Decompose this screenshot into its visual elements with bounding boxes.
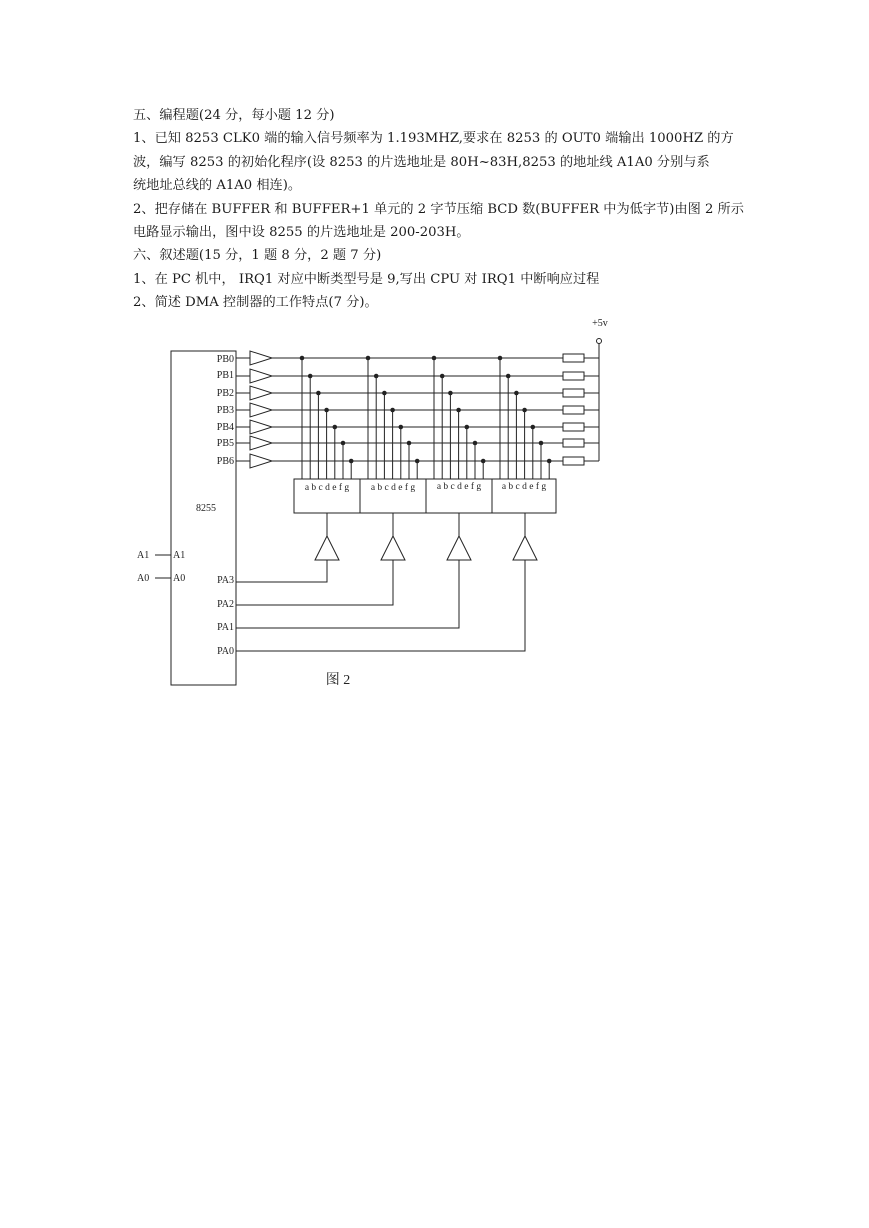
node-d2-s0 (432, 356, 437, 361)
resistor-2 (563, 389, 584, 397)
node-d0-s4 (333, 425, 338, 430)
seg-labels-1: a b c d e f g (304, 483, 350, 493)
section-6-title: 六、叙述题(15 分，1 题 8 分，2 题 7 分) (133, 248, 382, 264)
resistor-1 (563, 372, 584, 380)
pb-buffer-6 (250, 454, 272, 468)
q5-1-line-1: 1、已知 8253 CLK0 端的输入信号频率为 1.193MHZ,要求在 8253 的 OUT0 端输出 1000HZ 的方 (133, 131, 734, 147)
node-d0-s6 (349, 459, 354, 464)
vcc-terminal (597, 339, 602, 344)
pb1-label: PB1 (216, 370, 234, 381)
resistor-4 (563, 423, 584, 431)
pb2-label: PB2 (216, 388, 234, 399)
node-d0-s2 (316, 391, 321, 396)
node-d2-s4 (465, 425, 470, 430)
node-d1-s3 (390, 408, 395, 413)
pa-wires (236, 560, 525, 651)
pb-buffer-1 (250, 369, 272, 383)
resistor-6 (563, 457, 584, 465)
digit-drivers (315, 513, 537, 560)
q6-2: 2、简述 DMA 控制器的工作特点(7 分)。 (133, 295, 378, 311)
node-d3-s5 (539, 441, 544, 446)
resistor-3 (563, 406, 584, 414)
node-d1-s1 (374, 374, 379, 379)
node-d1-s0 (366, 356, 371, 361)
resistor-5 (563, 439, 584, 447)
q5-1-line-2: 波，编写 8253 的初始化程序(设 8253 的片选地址是 80H~83H,8253 的地址线 A1A0 分别与系 (133, 154, 710, 170)
chip-8255-body (171, 351, 236, 685)
seg-labels-4: a b c d e f g (501, 482, 547, 492)
pb0-label: PB0 (216, 354, 234, 365)
vcc-label: +5v (592, 318, 608, 329)
pb-buffer-2 (250, 386, 272, 400)
node-d2-s5 (473, 441, 478, 446)
pb-buffer-3 (250, 403, 272, 417)
node-d3-s1 (506, 374, 511, 379)
node-d3-s4 (531, 425, 536, 430)
pb-lines (236, 351, 563, 468)
seg-labels-2: a b c d e f g (370, 483, 416, 493)
node-d3-s2 (514, 391, 519, 396)
q5-2-line-1: 2、把存储在 BUFFER 和 BUFFER+1 单元的 2 字节压缩 BCD 数(BUFFER 中为低字节)由图 2 所示 (133, 201, 744, 217)
node-d2-s3 (456, 408, 461, 413)
node-d0-s1 (308, 374, 313, 379)
section-5-title: 五、编程题(24 分，每小题 12 分) (133, 108, 335, 123)
q5-2-line-2: 电路显示输出，图中设 8255 的片选地址是 200-203H。 (133, 224, 470, 240)
node-d0-s0 (300, 356, 305, 361)
pb5-label: PB5 (216, 438, 234, 449)
pb-buffer-4 (250, 420, 272, 434)
node-d0-s3 (324, 408, 329, 413)
node-d3-s0 (498, 356, 503, 361)
driver-triangle-3 (447, 536, 471, 560)
node-d2-s1 (440, 374, 445, 379)
a1-outer-label: A1 (137, 550, 150, 561)
q6-1: 1、在 PC 机中， IRQ1 对应中断类型号是 9,写出 CPU 对 IRQ1 中断响应过程 (133, 271, 600, 287)
chip-label: 8255 (196, 503, 216, 514)
q5-1-line-3: 统地址总线的 A1A0 相连)。 (133, 178, 302, 194)
pa2-label: PA2 (217, 599, 234, 610)
node-d1-s6 (415, 459, 420, 464)
node-d1-s4 (399, 425, 404, 430)
a0-inner-label: A0 (173, 573, 186, 584)
node-d0-s5 (341, 441, 346, 446)
seg-labels-3: a b c d e f g (436, 482, 482, 492)
pb-buffer-0 (250, 351, 272, 365)
pa1-label: PA1 (217, 622, 234, 633)
figure-caption: 图 2 (325, 673, 351, 688)
a0-outer-label: A0 (137, 573, 150, 584)
pb4-label: PB4 (216, 422, 234, 433)
a1-inner-label: A1 (173, 550, 186, 561)
node-d2-s6 (481, 459, 486, 464)
driver-triangle-2 (381, 536, 405, 560)
pa3-label: PA3 (217, 575, 234, 586)
pb6-label: PB6 (216, 456, 234, 467)
node-d1-s2 (382, 391, 387, 396)
node-d3-s3 (522, 408, 527, 413)
pb-buffer-5 (250, 436, 272, 450)
node-d3-s6 (547, 459, 552, 464)
pb3-label: PB3 (216, 405, 234, 416)
node-d1-s5 (407, 441, 412, 446)
driver-triangle-4 (513, 536, 537, 560)
node-d2-s2 (448, 391, 453, 396)
resistor-0 (563, 354, 584, 362)
pa0-label: PA0 (217, 646, 234, 657)
driver-triangle-1 (315, 536, 339, 560)
pull-up-resistors (563, 339, 602, 466)
